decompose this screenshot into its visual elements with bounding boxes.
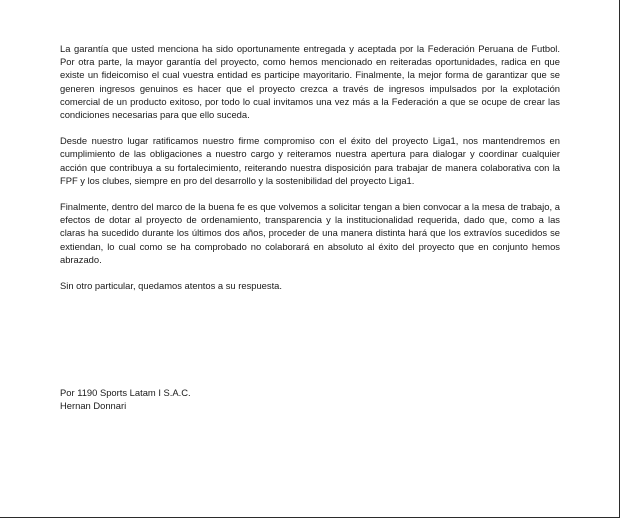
signature-company: Por 1190 Sports Latam I S.A.C. [60, 387, 191, 398]
letter-body [60, 42, 560, 305]
signature-name: Hernan Donnari [60, 400, 127, 412]
paragraph-commitment: Desde nuestro lugar ratificamos nuestro firme compromiso con el éxito del proyecto Liga1, nos mantendremos en cumplimiento de las obligaciones a nuestro cargo y reiteramos nuestra apertura para dialogar y coordinar cualquier acción que contribuya a su fortalecimiento, reiterando nuestra disposición para trabajar de manera colaborativa con la FPF y los clubes, siempre en pro del desarrollo y la sostenibilidad del proyecto Liga1. [60, 135, 560, 186]
signature-block [60, 386, 191, 412]
paragraph-guarantee: La garantía que usted menciona ha sido oportunamente entregada y aceptada por la Federación Peruana de Futbol. Por otra parte, la mayor garantía del proyecto, como hemos mencionado en reiteradas oportunidades, radica en que existe un fideicomiso el cual vuestra entidad es participe mayoritario. Finalmente, la mejor forma de garantizar que se generen ingresos genuinos es hacer que el proyecto crezca a través de ingresos impulsados por la explotación comercial de un producto exitoso, por todo lo cual invitamos una vez más a la Federación a que se ocupe de crear las condiciones necesarias para que ello suceda. [60, 43, 560, 121]
paragraph-closing: Sin otro particular, quedamos atentos a su respuesta. [60, 280, 283, 292]
paragraph-request: Finalmente, dentro del marco de la buena fe es que volvemos a solicitar tengan a bien convocar a la mesa de trabajo, a efectos de dotar al proyecto de ordenamiento, transparencia y la institucionalidad requerida, dado que, como a las claras ha sucedido durante los últimos dos años, proceder de una manera distinta hará que los extravíos sucedidos se extiendan, lo cual como se ha comprobado no colaborará en absoluto al éxito del proyecto que en conjunto hemos abrazado. [60, 201, 560, 265]
